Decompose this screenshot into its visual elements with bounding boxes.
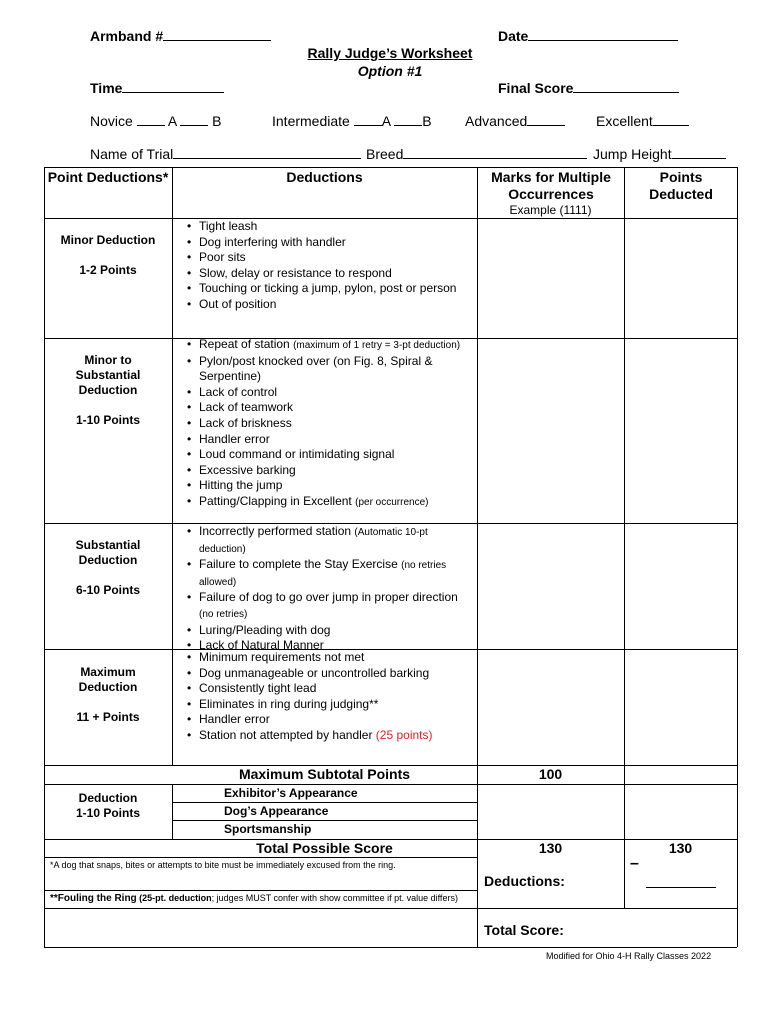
list-item: • Out of position bbox=[184, 297, 474, 313]
jump-height-blank[interactable] bbox=[672, 146, 726, 159]
time-blank[interactable] bbox=[122, 80, 224, 93]
intermediate-label: Intermediate bbox=[272, 113, 350, 129]
deduction-list-substantial bbox=[184, 524, 474, 654]
list-item: • Incorrectly performed station (Automatic 10-pt deduction) bbox=[184, 524, 474, 557]
time-label: Time bbox=[90, 80, 123, 96]
category-points: 11 + Points bbox=[76, 710, 140, 724]
armband-label: Armband # bbox=[90, 28, 164, 44]
list-item: • Handler error bbox=[184, 432, 474, 448]
col-marks-example: Example (1111) bbox=[509, 203, 592, 217]
intermediate-field[interactable] bbox=[272, 113, 432, 129]
novice-a-blank[interactable] bbox=[137, 113, 165, 126]
category-name: Minor to Substantial Deduction bbox=[75, 353, 141, 397]
category-maximum bbox=[44, 665, 172, 725]
category-points: 6-10 Points bbox=[75, 583, 141, 597]
list-item: • Slow, delay or resistance to respond bbox=[184, 266, 474, 282]
novice-label: Novice bbox=[90, 113, 133, 129]
final-score-label: Final Score bbox=[498, 80, 574, 96]
excellent-blank[interactable] bbox=[653, 113, 689, 126]
list-item: • Minimum requirements not met bbox=[184, 650, 474, 666]
footnote-bite: *A dog that snaps, bites or attempts to bite must be immediately excused from the ring. bbox=[50, 860, 396, 870]
name-of-trial-label: Name of Trial bbox=[90, 146, 174, 162]
novice-a-label: A bbox=[167, 113, 177, 129]
excellent-label: Excellent bbox=[596, 113, 653, 129]
deduction-list-maximum bbox=[184, 650, 474, 744]
list-item: • Tight leash bbox=[184, 219, 474, 235]
date-label: Date bbox=[498, 28, 529, 44]
list-item: • Lack of briskness bbox=[184, 416, 474, 432]
intermediate-a-label: A bbox=[381, 113, 391, 129]
list-item: • Failure to complete the Stay Exercise (no retries allowed) bbox=[184, 557, 474, 590]
col-marks: Marks for Multiple Occurrences bbox=[491, 169, 611, 202]
category-name: Deduction bbox=[78, 791, 138, 805]
page-subtitle: Option #1 bbox=[357, 63, 423, 79]
intermediate-b-label: B bbox=[422, 113, 432, 129]
list-item: • Poor sits bbox=[184, 250, 474, 266]
breed-label: Breed bbox=[366, 146, 404, 162]
novice-b-blank[interactable] bbox=[180, 113, 208, 126]
armband-field[interactable] bbox=[90, 28, 271, 44]
list-item: • Eliminates in ring during judging** bbox=[184, 697, 474, 713]
name-of-trial-field[interactable] bbox=[90, 146, 361, 162]
advanced-label: Advanced bbox=[465, 113, 528, 129]
category-name: Maximum Deduction bbox=[78, 665, 138, 694]
category-substantial bbox=[44, 538, 172, 598]
list-item: • Lack of teamwork bbox=[184, 400, 474, 416]
list-item: • Hitting the jump bbox=[184, 478, 474, 494]
total-possible-points: 130 bbox=[668, 840, 693, 856]
list-item: • Station not attempted by handler (25 points) bbox=[184, 728, 474, 744]
list-item: • Repeat of station (maximum of 1 retry = 3-pt deduction) bbox=[184, 337, 474, 354]
deduction-list-minor-to-substantial bbox=[184, 337, 474, 511]
excellent-field[interactable] bbox=[596, 113, 689, 129]
advanced-field[interactable] bbox=[465, 113, 565, 129]
final-score-blank[interactable] bbox=[573, 80, 679, 93]
intermediate-b-blank[interactable] bbox=[394, 113, 422, 126]
list-item: • Luring/Pleading with dog bbox=[184, 623, 474, 639]
list-item: • Touching or ticking a jump, pylon, post or person bbox=[184, 281, 474, 297]
list-item: • Failure of dog to go over jump in proper direction (no retries) bbox=[184, 590, 474, 622]
name-of-trial-blank[interactable] bbox=[173, 146, 361, 159]
list-item: • Dog unmanageable or uncontrolled barking bbox=[184, 666, 474, 682]
novice-field[interactable] bbox=[90, 113, 222, 129]
list-item: • Lack of Natural Manner bbox=[184, 638, 474, 654]
worksheet-table bbox=[44, 167, 737, 947]
armband-blank[interactable] bbox=[163, 28, 271, 41]
date-blank[interactable] bbox=[528, 28, 678, 41]
jump-height-field[interactable] bbox=[593, 146, 726, 162]
category-points: 1-10 Points bbox=[75, 806, 141, 820]
category-points: 1-10 Points bbox=[75, 413, 141, 427]
footer-note: Modified for Ohio 4-H Rally Classes 2022 bbox=[546, 951, 712, 961]
list-item: • Patting/Clapping in Excellent (per occurrence) bbox=[184, 494, 474, 511]
intermediate-a-blank[interactable] bbox=[354, 113, 382, 126]
advanced-blank[interactable] bbox=[527, 113, 565, 126]
jump-height-label: Jump Height bbox=[593, 146, 672, 162]
max-subtotal-label: Maximum Subtotal Points bbox=[238, 766, 411, 782]
date-field[interactable] bbox=[498, 28, 678, 44]
list-item: • Excessive barking bbox=[184, 463, 474, 479]
footnote-fouling: **Fouling the Ring (25-pt. deduction; judges MUST confer with show committee if pt. value differs) bbox=[50, 893, 458, 904]
list-item: • Pylon/post knocked over (on Fig. 8, Spiral & Serpentine) bbox=[184, 354, 474, 385]
page-title: Rally Judge’s Worksheet bbox=[307, 45, 473, 61]
col-points-deducted: Points Deducted bbox=[649, 169, 713, 202]
category-minor-to-substantial bbox=[44, 353, 172, 428]
col-point-deductions: Point Deductions* bbox=[47, 169, 169, 185]
category-name: Substantial Deduction bbox=[75, 538, 141, 567]
deductions-blank[interactable] bbox=[646, 887, 716, 888]
sportsmanship-label: Sportsmanship bbox=[224, 822, 312, 836]
dogs-appearance-label: Dog’s Appearance bbox=[224, 804, 329, 818]
col-deductions: Deductions bbox=[286, 169, 363, 185]
list-item: • Loud command or intimidating signal bbox=[184, 447, 474, 463]
list-item: • Dog interfering with handler bbox=[184, 235, 474, 251]
total-possible-marks: 130 bbox=[538, 840, 563, 856]
category-minor bbox=[44, 233, 172, 278]
exhibitor-appearance-label: Exhibitor’s Appearance bbox=[224, 786, 358, 800]
deduction-list-minor bbox=[184, 219, 474, 313]
time-field[interactable] bbox=[90, 80, 224, 96]
category-points: 1-2 Points bbox=[79, 263, 137, 277]
category-appearance-deduction bbox=[44, 791, 172, 821]
final-score-field[interactable] bbox=[498, 80, 679, 96]
total-possible-label: Total Possible Score bbox=[256, 840, 393, 856]
total-score-label: Total Score: bbox=[484, 922, 564, 938]
breed-field[interactable] bbox=[366, 146, 587, 162]
category-name: Minor Deduction bbox=[60, 233, 156, 247]
minus-sign: – bbox=[630, 855, 639, 872]
list-item: • Consistently tight lead bbox=[184, 681, 474, 697]
list-item: • Handler error bbox=[184, 712, 474, 728]
max-subtotal-value: 100 bbox=[538, 766, 563, 782]
deductions-label: Deductions: bbox=[484, 873, 565, 889]
breed-blank[interactable] bbox=[403, 146, 587, 159]
novice-b-label: B bbox=[212, 113, 222, 129]
list-item: • Lack of control bbox=[184, 385, 474, 401]
